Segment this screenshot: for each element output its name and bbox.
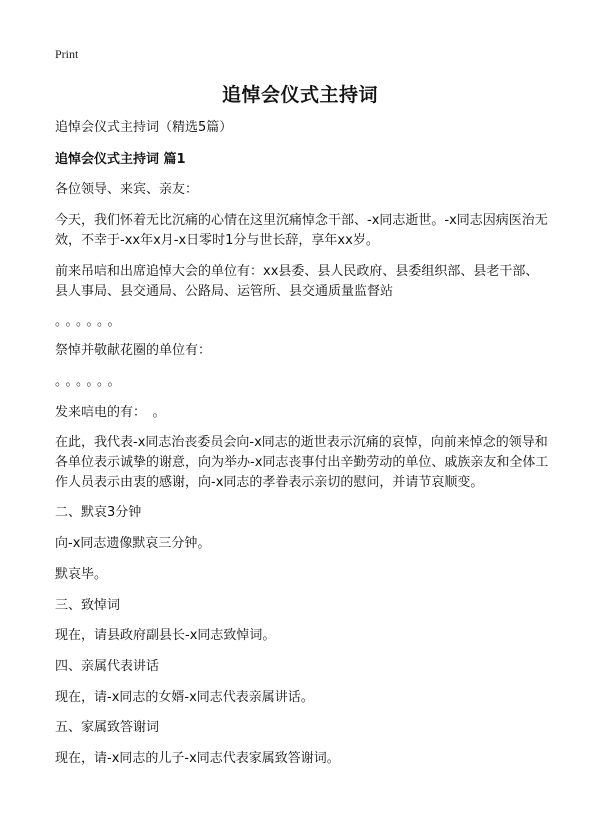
paragraph-thanks: 在此，我代表-x同志治丧委员会向-x同志的逝世表示沉痛的哀悼，向前来悼念的领导和各单位表示诚挚的谢意，向为举办-x同志丧事付出辛勤劳动的单位、戚族亲友和全体工作人员表示由衷的感谢，向-x同志的孝眷表示亲切的慰问，并请节哀顺变。 bbox=[55, 435, 549, 490]
paragraph-wreath-units: 祭悼并敬献花圈的单位有： bbox=[55, 343, 212, 358]
paragraph-ellipsis: 。。。。。。 bbox=[55, 374, 125, 389]
paragraph-relatives: 现在，请-x同志的女婿-x同志代表亲属讲话。 bbox=[55, 690, 314, 705]
paragraph-attending-units: 前来吊唁和出席追悼大会的单位有：xx县委、县人民政府、县委组织部、县老干部、县人事局、县交通局、公路局、运管所、县交通质量监督站 bbox=[55, 264, 539, 299]
paragraph-heading-eulogy: 三、致悼词 bbox=[55, 598, 121, 613]
paragraph-greeting: 各位领导、来宾、亲友： bbox=[55, 182, 199, 197]
paragraph-silence-end: 默哀毕。 bbox=[55, 567, 108, 582]
paragraph-family-thanks: 现在，请-x同志的儿子-x同志代表家属致答谢词。 bbox=[55, 751, 340, 766]
paragraph-heading-relatives: 四、亲属代表讲话 bbox=[55, 659, 160, 674]
paragraph-eulogy: 现在，请县政府副县长-x同志致悼词。 bbox=[55, 628, 276, 643]
document-subtitle: 追悼会仪式主持词（精选5篇） bbox=[55, 120, 233, 135]
section-heading: 追悼会仪式主持词 篇1 bbox=[55, 152, 186, 167]
paragraph-silence: 向-x同志遗像默哀三分钟。 bbox=[55, 536, 211, 551]
paragraph-ellipsis: 。。。。。。 bbox=[55, 314, 125, 329]
paragraph-heading-silence: 二、默哀3分钟 bbox=[55, 505, 142, 520]
page-title: 追悼会仪式主持词 bbox=[221, 84, 378, 106]
paragraph-telegrams: 发来唁电的有： 。 bbox=[55, 405, 166, 420]
paragraph-announcement: 今天，我们怀着无比沉痛的心情在这里沉痛悼念干部、-x同志逝世。-x同志因病医治无效，不幸于-xx年x月-x日零时1分与世长辞，享年xx岁。 bbox=[55, 213, 548, 248]
print-link[interactable]: Print bbox=[55, 47, 79, 61]
paragraph-heading-family-thanks: 五、家属致答谢词 bbox=[55, 720, 160, 735]
